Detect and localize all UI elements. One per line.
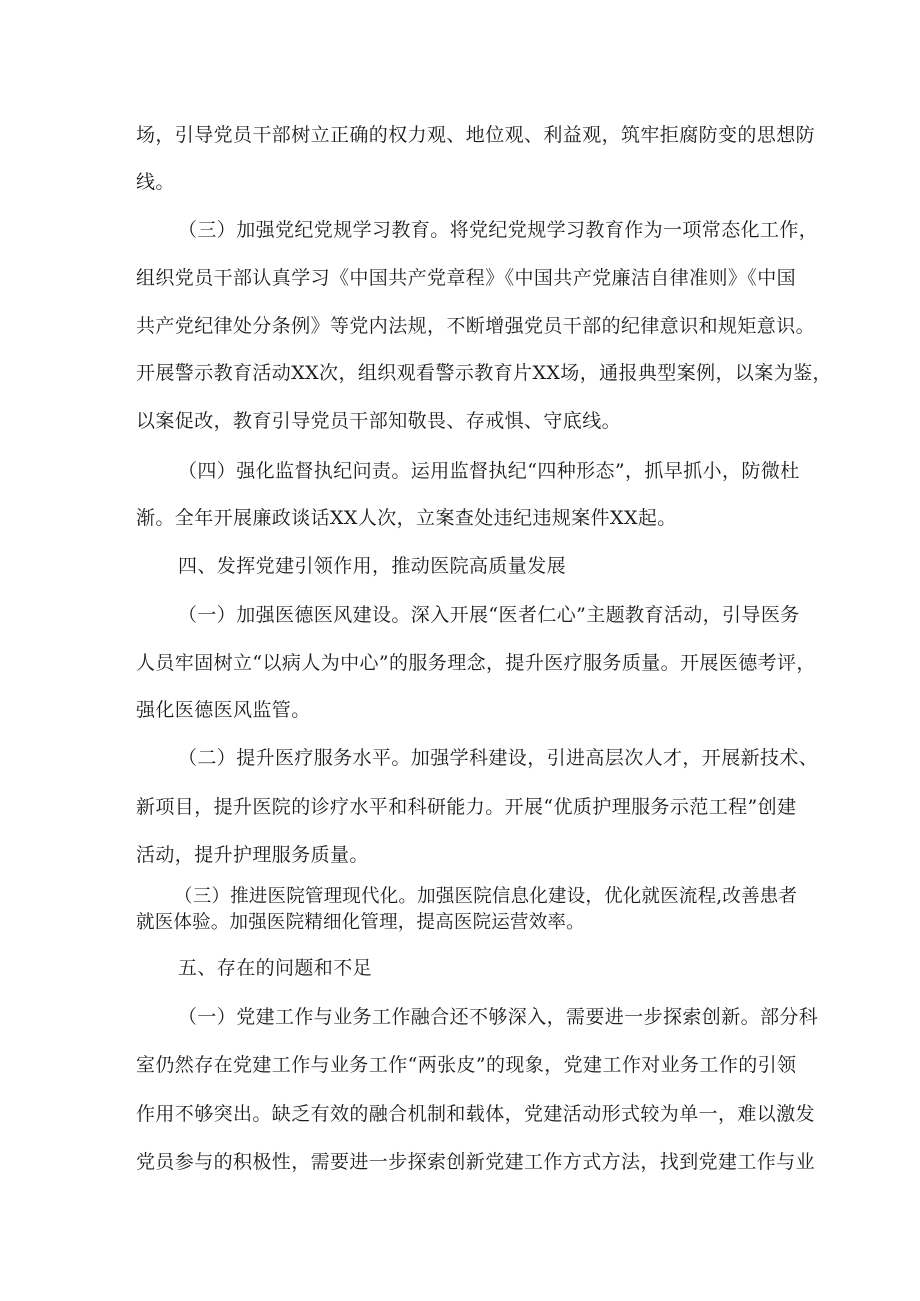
- paragraph-line: 强化医德医风监管。: [136, 699, 311, 721]
- paragraph-line: 室仍然存在党建工作与业务工作“两张皮”的现象，党建工作对业务工作的引领: [136, 1054, 797, 1076]
- paragraph-line: 场，引导党员干部树立正确的权力观、地位观、利益观，筑牢拒腐防变的思想防: [136, 124, 816, 146]
- section-heading-3-line: （三）加强党纪党规学习教育。将党纪党规学习教育作为一项常态化工作，: [178, 219, 819, 241]
- chapter-heading-four: 四、发挥党建引领作用，推动医院高质量发展: [178, 555, 567, 577]
- paragraph-line: 活动，提升护理服务质量。: [136, 844, 369, 866]
- paragraph-line: 作用不够突出。缺乏有效的融合机制和载体，党建活动形式较为单一，难以激发: [136, 1103, 816, 1125]
- paragraph-line: 新项目，提升医院的诊疗水平和科研能力。开展“优质护理服务示范工程”创建: [136, 796, 797, 818]
- paragraph-line: 就医体验。加强医院精细化管理，提高医院运营效率。: [136, 912, 585, 933]
- paragraph-line: 人员牢固树立“以病人为中心”的服务理念，提升医疗服务质量。开展医德考评，: [136, 652, 816, 674]
- section-heading-1-line: （一）加强医德医风建设。深入开展“医者仁心”主题教育活动，引导医务: [178, 604, 800, 626]
- paragraph-line: 线。: [136, 171, 175, 193]
- paragraph-line: 共产党纪律处分条例》等党内法规，不断增强党员干部的纪律意识和规矩意识。: [136, 315, 816, 337]
- paragraph-line: 党员参与的积极性，需要进一步探索创新党建工作方式方法，找到党建工作与业: [136, 1151, 816, 1173]
- section-heading-2-line: （二）提升医疗服务水平。加强学科建设，引进高层次人才，开展新技术、: [178, 747, 819, 769]
- paragraph-line: 开展警示教育活动XX次，组织观看警示教育片XX场，通报典型案例，以案为鉴，: [136, 362, 832, 384]
- section-heading-3-line: （三）推进医院管理现代化。加强医院信息化建设，优化就医流程,改善患者: [174, 886, 798, 907]
- paragraph-line: 渐。全年开展廉政谈话XX人次，立案查处违纪违规案件XX起。: [136, 507, 677, 529]
- section-heading-1-line: （一）党建工作与业务工作融合还不够深入，需要进一步探索创新。部分科: [178, 1006, 819, 1028]
- paragraph-line: 以案促改，教育引导党员干部知敬畏、存戒惧、守底线。: [136, 410, 622, 432]
- chapter-heading-five: 五、存在的问题和不足: [178, 957, 373, 979]
- section-heading-4-line: （四）强化监督执纪问责。运用监督执纪“四种形态”，抓早抓小，防微杜: [178, 460, 800, 482]
- paragraph-line: 组织党员干部认真学习《中国共产党章程》《中国共产党廉洁自律准则》《中国: [136, 267, 797, 289]
